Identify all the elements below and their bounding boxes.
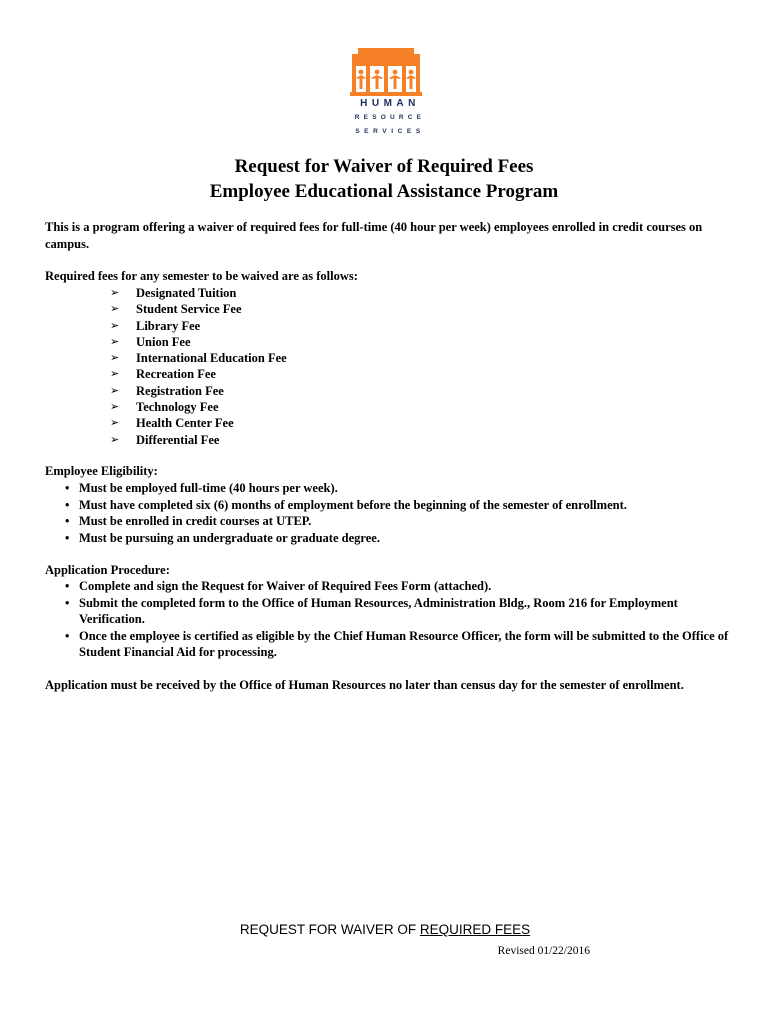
arrow-bullet-icon: ➢ <box>110 302 120 316</box>
arrow-bullet-icon: ➢ <box>110 383 120 397</box>
revised-date: Revised 01/22/2016 <box>497 945 590 957</box>
bullet-icon: • <box>65 530 70 545</box>
procedure-item: • Complete and sign the Request for Waiver of Required Fees Form (attached). <box>65 579 492 593</box>
arrow-bullet-icon: ➢ <box>110 416 120 430</box>
bullet-icon: • <box>65 497 70 512</box>
bullet-icon: • <box>65 579 70 593</box>
procedure-heading: Application Procedure: <box>45 563 170 577</box>
fee-item: ➢ Differential Fee <box>110 432 220 447</box>
fee-item: ➢ Recreation Fee <box>110 367 216 382</box>
fee-item: ➢ Technology Fee <box>110 400 219 415</box>
fee-list <box>110 285 287 448</box>
form-title <box>0 922 770 937</box>
arrow-bullet-icon: ➢ <box>110 367 120 381</box>
fee-item: ➢ Library Fee <box>110 318 201 333</box>
arrow-bullet-icon: ➢ <box>110 432 120 446</box>
procedure-list <box>65 578 735 661</box>
logo-text-services: SERVICES <box>355 128 425 135</box>
eligibility-item: • Must have completed six (6) months of employment before the beginning of the semester of enrollment. <box>65 497 627 512</box>
arrow-bullet-icon: ➢ <box>110 400 120 414</box>
arrow-bullet-icon: ➢ <box>110 334 120 348</box>
bullet-icon: • <box>65 481 70 495</box>
bullet-icon: • <box>65 628 70 643</box>
document-subtitle: Employee Educational Assistance Program <box>209 181 559 202</box>
eligibility-item: • Must be enrolled in credit courses at UTEP. <box>65 514 312 528</box>
procedure-item: • Submit the completed form to the Office of Human Resources, Administration Bldg., Room 216 for Employment Verification. <box>65 595 678 626</box>
arrow-bullet-icon: ➢ <box>110 318 120 332</box>
logo-text-human: HUMAN <box>360 98 420 109</box>
fee-item: ➢ International Education Fee <box>110 351 287 366</box>
fees-heading: Required fees for any semester to be waived are as follows: <box>45 269 358 283</box>
eligibility-item: • Must be employed full-time (40 hours per week). <box>65 481 338 495</box>
closing-paragraph: Application must be received by the Office of Human Resources no later than census day for the semester of enrollment. <box>45 678 684 692</box>
bullet-icon: • <box>65 595 70 610</box>
procedure-item: • Once the employee is certified as eligible by the Chief Human Resource Officer, the form will be submitted to the Office of Student Financial Aid for processing. <box>65 628 729 659</box>
eligibility-list <box>65 480 735 546</box>
eligibility-item: • Must be pursuing an undergraduate or graduate degree. <box>65 530 380 545</box>
fee-item: ➢ Registration Fee <box>110 383 224 398</box>
fee-item: ➢ Designated Tuition <box>110 286 237 300</box>
building-icon <box>344 46 428 98</box>
document-title: Request for Waiver of Required Fees <box>234 156 534 177</box>
hr-services-logo <box>344 46 428 138</box>
fee-item: ➢ Union Fee <box>110 334 191 349</box>
eligibility-heading: Employee Eligibility: <box>45 464 158 478</box>
arrow-bullet-icon: ➢ <box>110 286 120 299</box>
logo-text-resource: RESOURCE <box>354 114 426 121</box>
intro-paragraph: This is a program offering a waiver of required fees for full-time (40 hour per week) employees enrolled in credit courses on campus. <box>45 220 703 251</box>
arrow-bullet-icon: ➢ <box>110 351 120 365</box>
fee-item: ➢ Health Center Fee <box>110 416 234 431</box>
form-title-underlined: REQUIRED FEES <box>419 922 531 937</box>
form-title-plain: REQUEST FOR WAIVER OF <box>239 922 420 937</box>
bullet-icon: • <box>65 514 70 528</box>
fee-item: ➢ Student Service Fee <box>110 302 242 317</box>
